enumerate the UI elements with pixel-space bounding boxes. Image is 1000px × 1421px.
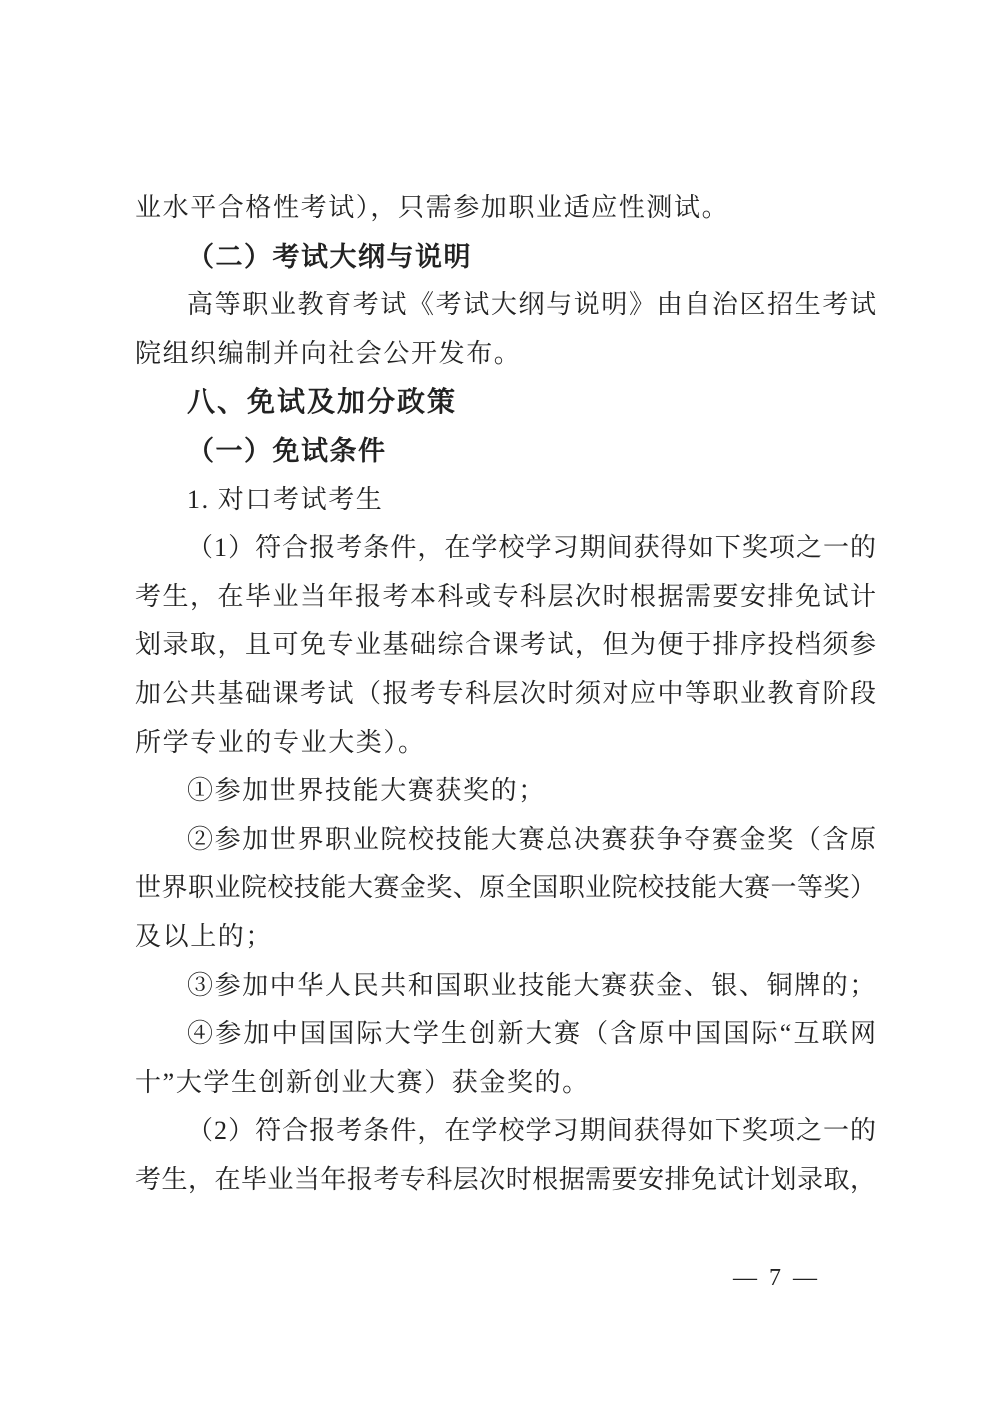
body-line: 考生，在毕业当年报考本科或专科层次时根据需要安排免试计 [135, 581, 876, 611]
circled-item-4: ④参加中国国际大学生创新大赛（含原中国国际“互联网 [187, 1019, 876, 1049]
numbered-subheading-1: 1. 对口考试考生 [187, 484, 384, 514]
circled-item-1: ①参加世界技能大赛获奖的； [187, 776, 546, 806]
body-line: 及以上的； [135, 921, 274, 951]
subsection-heading-1: （一）免试条件 [187, 435, 387, 466]
body-line: 划录取，且可免专业基础综合课考试，但为便于排序投档须参 [135, 630, 876, 660]
document-body [135, 184, 876, 1204]
body-line: 加公共基础课考试（报考专科层次时须对应中等职业教育阶段 [135, 678, 876, 708]
circled-item-3: ③参加中华人民共和国职业技能大赛获金、银、铜牌的； [187, 970, 878, 1000]
body-line-continued: 业水平合格性考试），只需参加职业适应性测试。 [135, 193, 730, 222]
body-line: 考生，在毕业当年报考专科层次时根据需要安排免试计划录取， [135, 1164, 876, 1194]
section-heading-8: 八、免试及加分政策 [187, 386, 458, 418]
body-line: 院组织编制并向社会公开发布。 [135, 338, 522, 368]
body-line: 高等职业教育考试《考试大纲与说明》由自治区招生考试 [187, 290, 876, 320]
body-line: （1）符合报考条件，在学校学习期间获得如下奖项之一的 [187, 533, 876, 563]
body-line: 世界职业院校技能大赛金奖、原全国职业院校技能大赛一等奖） [135, 873, 876, 903]
subsection-heading-2: （二）考试大纲与说明 [187, 241, 472, 272]
page-number: — 7 — [733, 1265, 820, 1291]
circled-item-2: ②参加世界职业院校技能大赛总决赛获争夺赛金奖（含原 [187, 824, 876, 854]
body-line: （2）符合报考条件，在学校学习期间获得如下奖项之一的 [187, 1116, 876, 1146]
body-line: 所学专业的专业大类）。 [135, 727, 426, 757]
body-line: 十”大学生创新创业大赛）获金奖的。 [135, 1067, 590, 1097]
